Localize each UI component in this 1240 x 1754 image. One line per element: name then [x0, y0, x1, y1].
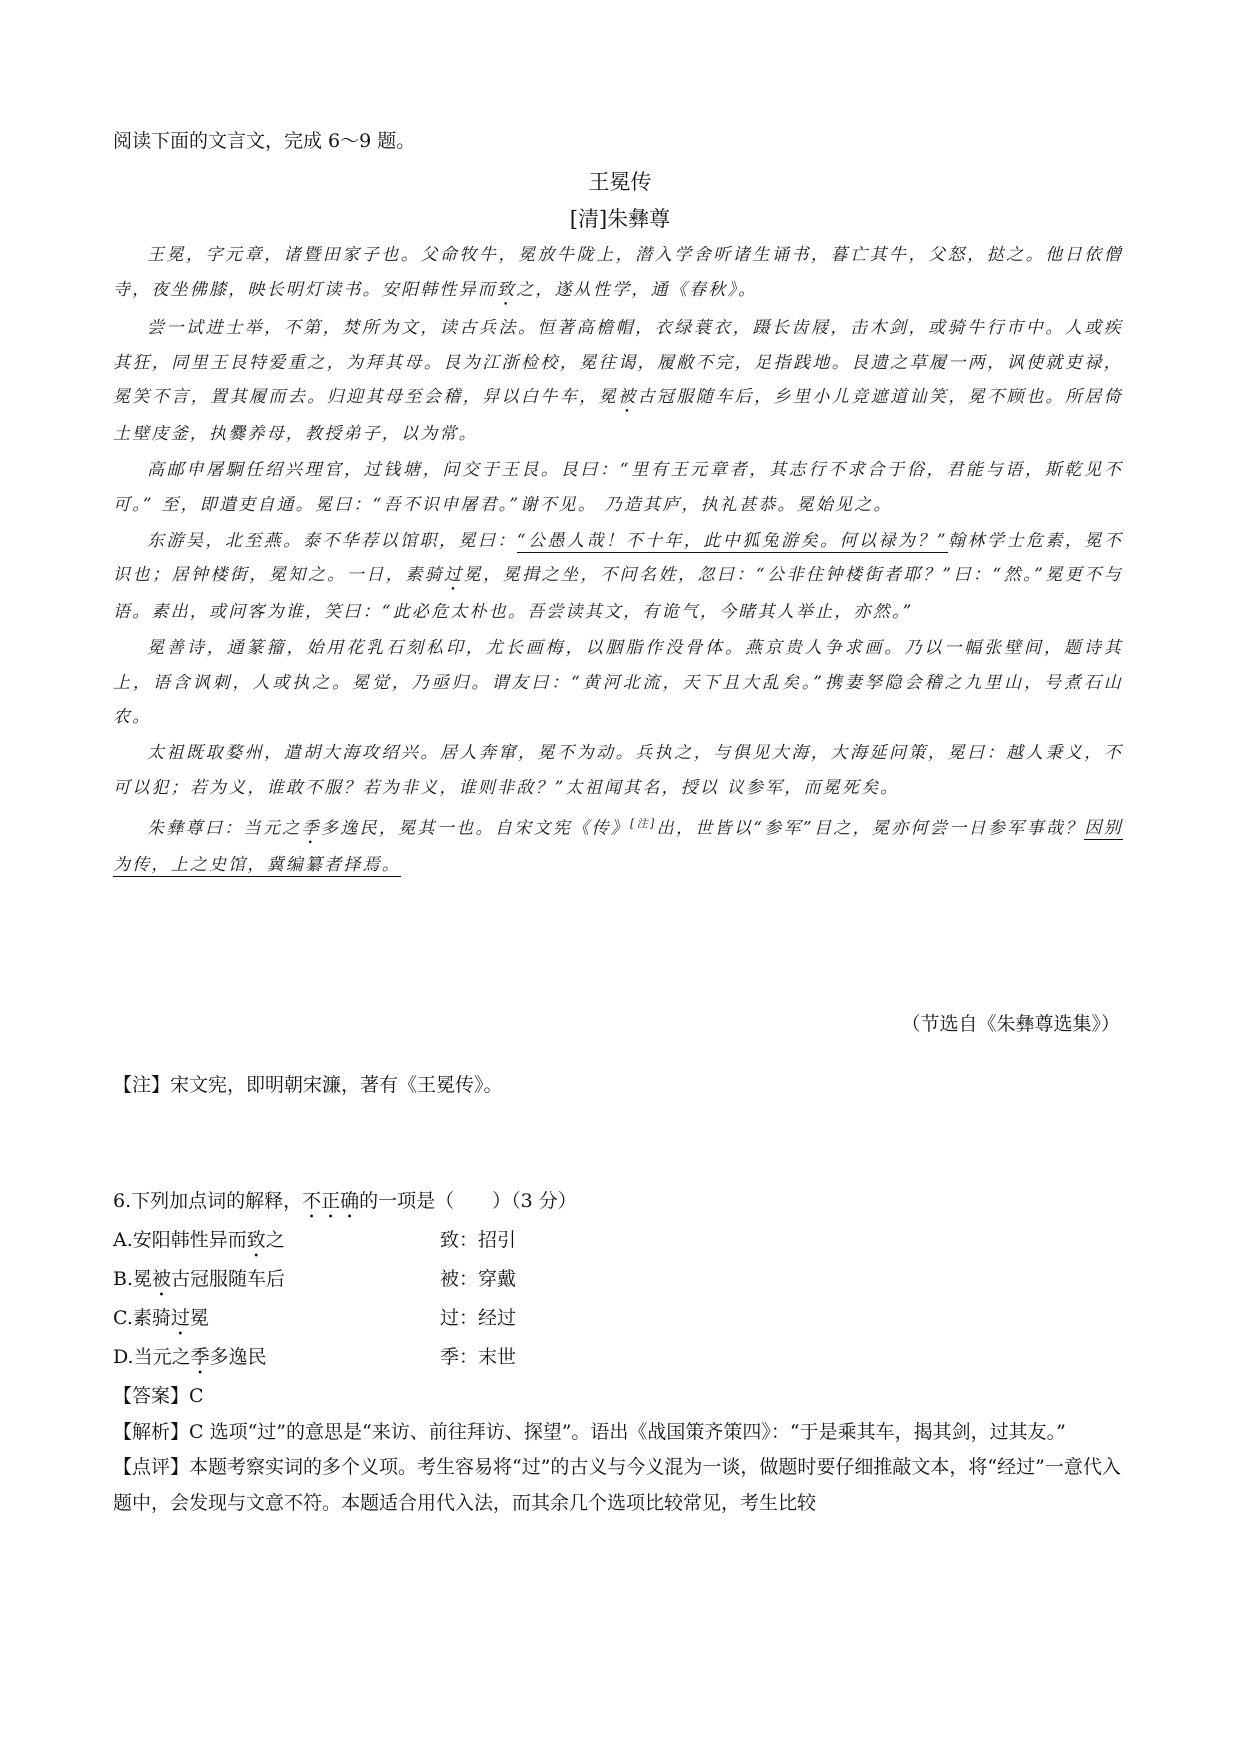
option-a: A.安阳韩性异而致之 致：招引 — [113, 1223, 1123, 1262]
reading-instruction: 阅读下面的文言文，完成 6～9 题。 — [113, 130, 416, 152]
dotted-word: 过 — [444, 565, 464, 585]
source-citation: （节选自《朱彝尊选集》） — [901, 1013, 1120, 1035]
passage-title: 王冕传 — [588, 170, 652, 194]
passage-paragraph-5: 冕善诗，通篆籀，始用花乳石刻私印，尤长画梅，以胭脂作没骨体。燕京贵人争求画。乃以一幅张壁间，题诗其上，语含讽刺，人或执之。冕觉，乃亟归。谓友曰：“黄河北流，天下且大乱矣。”携妻孥隐会稽之九里山，号煮石山农。 — [113, 638, 1123, 727]
analysis: 【解析】C 选项“过”的意思是“来访、前往拜访、探望”。语出《战国策齐策四》：“于是乘其车，揭其剑，过其友。” — [113, 1420, 1066, 1443]
option-b: B.冕被古冠服随车后 被：穿戴 — [113, 1262, 1123, 1301]
passage-paragraph-4: 东游吴，北至燕。泰不华荐以馆职，冕曰：“公愚人哉！不十年，此中狐兔游矣。何以禄为？”翰林学士危素，冕不识也；居钟楼街，冕知之。一日，素骑过冕，冕揖之坐，不问名姓，忽曰：“公非住钟楼街者耶？”曰：“然。”冕更不与语。素出，或问客为谁，笑曰：“此必危太朴也。吾尝读其文，有诡气，今睹其人举止，亦然。” — [113, 530, 1123, 622]
option-gloss: 季：末世 — [440, 1346, 517, 1368]
passage-paragraph-1: 王冕，字元章，诸暨田家子也。父命牧牛，冕放牛陇上，潜入学舍听诸生诵书，暮亡其牛，父怒，挞之。他日依僧寺，夜坐佛膝，映长明灯读书。安阳韩性异而致之，遂从性学，通《春秋》。 — [113, 245, 1123, 300]
passage-author: [清]朱彝尊 — [569, 207, 671, 231]
option-d: D.当元之季多逸民 季：末世 — [113, 1340, 1123, 1379]
question-6 — [113, 1184, 1123, 1521]
option-gloss: 过：经过 — [440, 1307, 517, 1329]
option-c: C.素骑过冕 过：经过 — [113, 1301, 1123, 1340]
answer: 【答案】C — [113, 1385, 204, 1407]
comment: 【点评】本题考察实词的多个义项。考生容易将“过”的古义与今义混为一谈，做题时要仔细推敲文本，将“经过”一意代入题中，会发现与文意不符。本题适合用代入法，而其余几个选项比较常见，考生比较 — [113, 1456, 1121, 1514]
note-marker: [注] — [630, 816, 657, 830]
option-gloss: 被：穿戴 — [440, 1268, 517, 1290]
passage-paragraph-6: 太祖既取婺州，遣胡大海攻绍兴。居人奔窜，冕不为动。兵执之，与俱见大海，大海延问策，冕曰：越人秉义，不可以犯；若为义，谁敢不服？若为非义，谁则非敌？”太祖闻其名，授以 议参军，而冕死矣。 — [113, 743, 1123, 798]
dotted-word: 致 — [497, 279, 517, 300]
question-stem: 6.下列加点词的解释，不正确的一项是（ ）（3 分） — [113, 1190, 577, 1212]
emphasized-text: 不正确 — [302, 1190, 360, 1212]
passage-paragraph-2: 尝一试进士举，不第，焚所为文，读古兵法。恒著高檐帽，衣绿蓑衣，蹑长齿屐，击木剑，或骑牛行市中。人或疾其狂，同里王艮特爱重之，为拜其母。艮为江浙检校，冕往谒，履敝不完，足指践地。艮遗之草履一两，讽使就吏禄，冕笑不言，置其履而去。归迎其母至会稽，舁以白牛车，冕被古冠服随车后，乡里小儿竞遮道讪笑，冕不顾也。所居倚土壁庋釜，执爨养母，教授弟子，以为常。 — [113, 318, 1124, 444]
footnote: 【注】宋文宪，即明朝宋濂，著有《王冕传》。 — [113, 1074, 503, 1096]
passage-paragraph-3: 高邮申屠駉任绍兴理官，过钱塘，问交于王艮。艮曰：“里有王元章者，其志行不求合于俗，君能与语，斯乾见不可。” 至，即遣吏自通。冕曰：“吾不识申屠君。”谢不见。 乃造其庐，执礼甚恭。冕始见之。 — [113, 460, 1123, 515]
passage-paragraph-7: 朱彝尊曰：当元之季多逸民，冕其一也。自宋文宪《传》[注]出，世皆以“参军”目之，冕亦何尝一日参军事哉？因别为传，上之史馆，冀编纂者择焉。 — [113, 816, 1123, 876]
underlined-sentence: “公愚人哉！不十年，此中狐兔游矣。何以禄为？” — [516, 530, 948, 551]
underlined-sentence: 因别为传，上之史馆，冀编纂者择焉。 — [113, 818, 1123, 876]
dotted-word: 季 — [301, 818, 321, 839]
handwritten-passage — [113, 238, 1123, 884]
dotted-word: 被 — [618, 387, 638, 407]
option-gloss: 致：招引 — [440, 1229, 517, 1251]
